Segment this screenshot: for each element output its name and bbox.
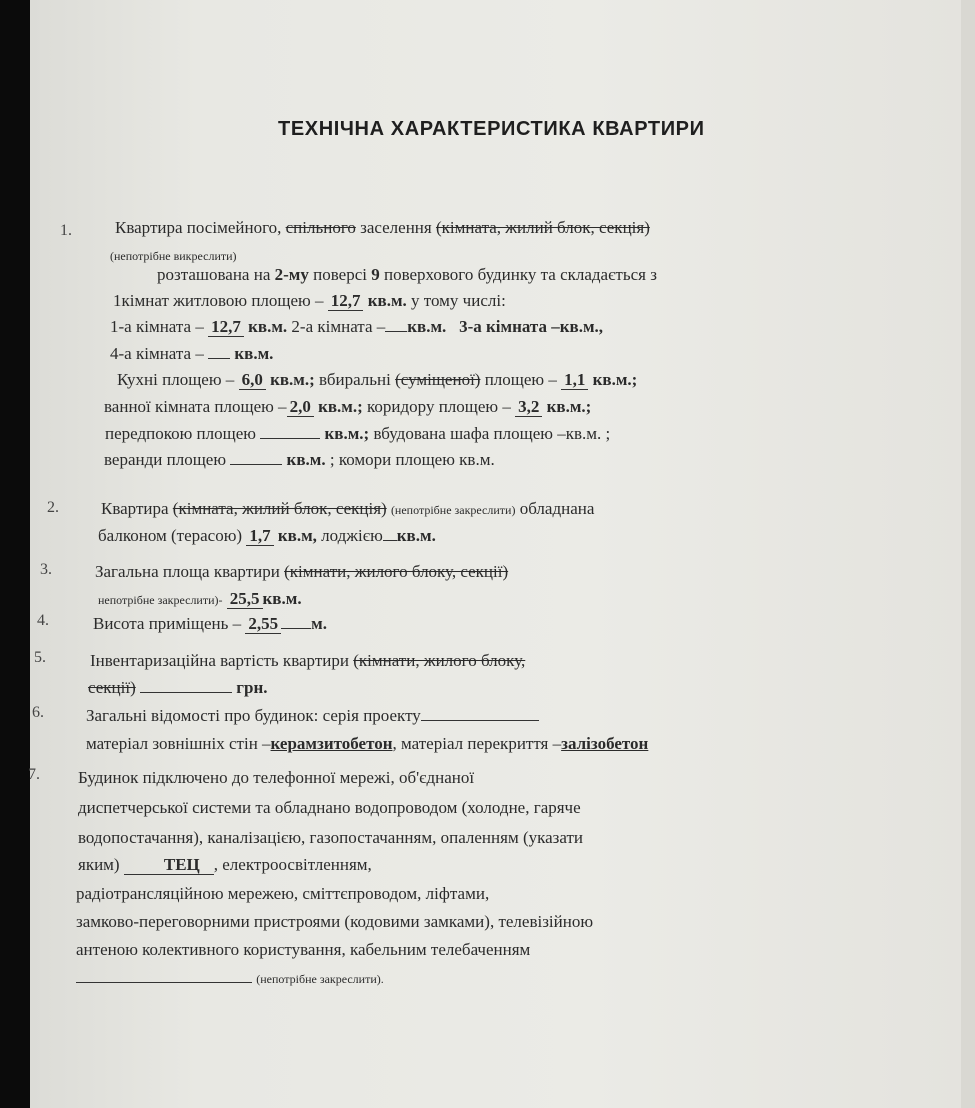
item-1-hallway: передпокою площею кв.м.; вбудована шафа площею –кв.м. ; <box>105 424 611 443</box>
item-1-veranda: веранди площею кв.м. ; комори площею кв.м. <box>104 450 495 469</box>
item-7-line-5: радіотрансляційною мережею, сміттєпроводом, ліфтами, <box>76 884 490 903</box>
item-7-line-2: диспетчерської системи та обладнано водопроводом (холодне, гаряче <box>78 798 581 817</box>
item-7-line-7: антеною колективного користування, кабельним телебаченням <box>76 940 531 959</box>
item-2-line-2: балконом (терасою) 1,7 кв.м, лоджією кв.м. <box>98 526 436 545</box>
item-7-number: 7. <box>28 766 40 783</box>
item-3-line-2: непотрібне закреслити)- 25,5 кв.м. <box>98 589 302 608</box>
item-4-number: 4. <box>37 612 49 629</box>
item-5-line-1: Інвентаризаційна вартість квартири (кімнати, жилого блоку, <box>90 651 526 670</box>
item-1-room-4: 4-а кімната – кв.м. <box>110 344 274 363</box>
bathroom-area-value: 2,0 <box>287 397 314 417</box>
item-7-line-8: (непотрібне закреслити). <box>76 968 384 989</box>
item-6-line-2: матеріал зовнішніх стін –керамзитобетон, матеріал перекриття –залізобетон <box>86 734 649 753</box>
item-3-number: 3. <box>40 561 52 578</box>
toilet-area-value: 1,1 <box>561 370 588 390</box>
document-title: ТЕХНІЧНА ХАРАКТЕРИСТИКА КВАРТИРИ <box>278 118 705 140</box>
item-5-line-2: секції) грн. <box>88 678 268 697</box>
balcony-area-value: 1,7 <box>246 526 273 546</box>
room-1-value: 12,7 <box>208 317 244 337</box>
item-7-line-1: Будинок підключено до телефонної мережі, об'єднаної <box>78 768 475 787</box>
heating-source-value: ТЕЦ <box>124 855 214 875</box>
item-1-living-area: 1кімнат житловою площею – 12,7 кв.м. у тому числі: <box>113 291 506 310</box>
kitchen-area-value: 6,0 <box>239 370 266 390</box>
floor-material-value: залізобетон <box>561 734 649 753</box>
photo-right-edge <box>961 0 975 1108</box>
corridor-area-value: 3,2 <box>515 397 542 417</box>
total-area-value: 25,5 <box>227 589 263 609</box>
photo-left-edge <box>0 0 30 1108</box>
item-1-line-2: (непотрібне викреслити) <box>110 249 237 263</box>
item-4-height: Висота приміщень – 2,55 м. <box>93 614 327 633</box>
item-7-line-4: яким) ТЕЦ , електроосвітленням, <box>78 855 372 874</box>
item-1-number: 1. <box>60 222 72 239</box>
item-1-kitchen: Кухні площею – 6,0 кв.м.; вбиральні (суміщеної) площею – 1,1 кв.м.; <box>117 370 638 389</box>
ceiling-height-value: 2,55 <box>245 614 281 634</box>
item-5-number: 5. <box>34 649 46 666</box>
item-1-location: розташована на 2-му поверсі 9 поверхового будинку та складається з <box>157 265 657 284</box>
item-1-rooms: 1-а кімната – 12,7 кв.м. 2-а кімната – кв.м. 3-а кімната –кв.м., <box>110 317 604 336</box>
wall-material-value: керамзитобетон <box>270 734 393 753</box>
item-6-number: 6. <box>32 704 44 721</box>
item-7-line-6: замково-переговорними пристроями (кодовими замками), телевізійною <box>76 912 594 931</box>
item-2-number: 2. <box>47 499 59 516</box>
item-6-line-1: Загальні відомості про будинок: серія проекту <box>86 706 539 726</box>
item-2-line-1: Квартира (кімната, жилий блок, секція) (непотрібне закреслити) обладнана <box>101 499 595 518</box>
item-1-bathroom: ванної кімната площею – 2,0 кв.м.; коридору площею – 3,2 кв.м.; <box>104 397 592 416</box>
living-area-value: 12,7 <box>328 291 364 311</box>
item-1-line-1: Квартира посімейного, спільного заселення (кімната, жилий блок, секція) <box>115 218 650 237</box>
item-3-line-1: Загальна площа квартири (кімнати, жилого блоку, секції) <box>95 562 509 581</box>
item-7-line-3: водопостачання), каналізацією, газопостачанням, опаленням (указати <box>78 828 584 847</box>
